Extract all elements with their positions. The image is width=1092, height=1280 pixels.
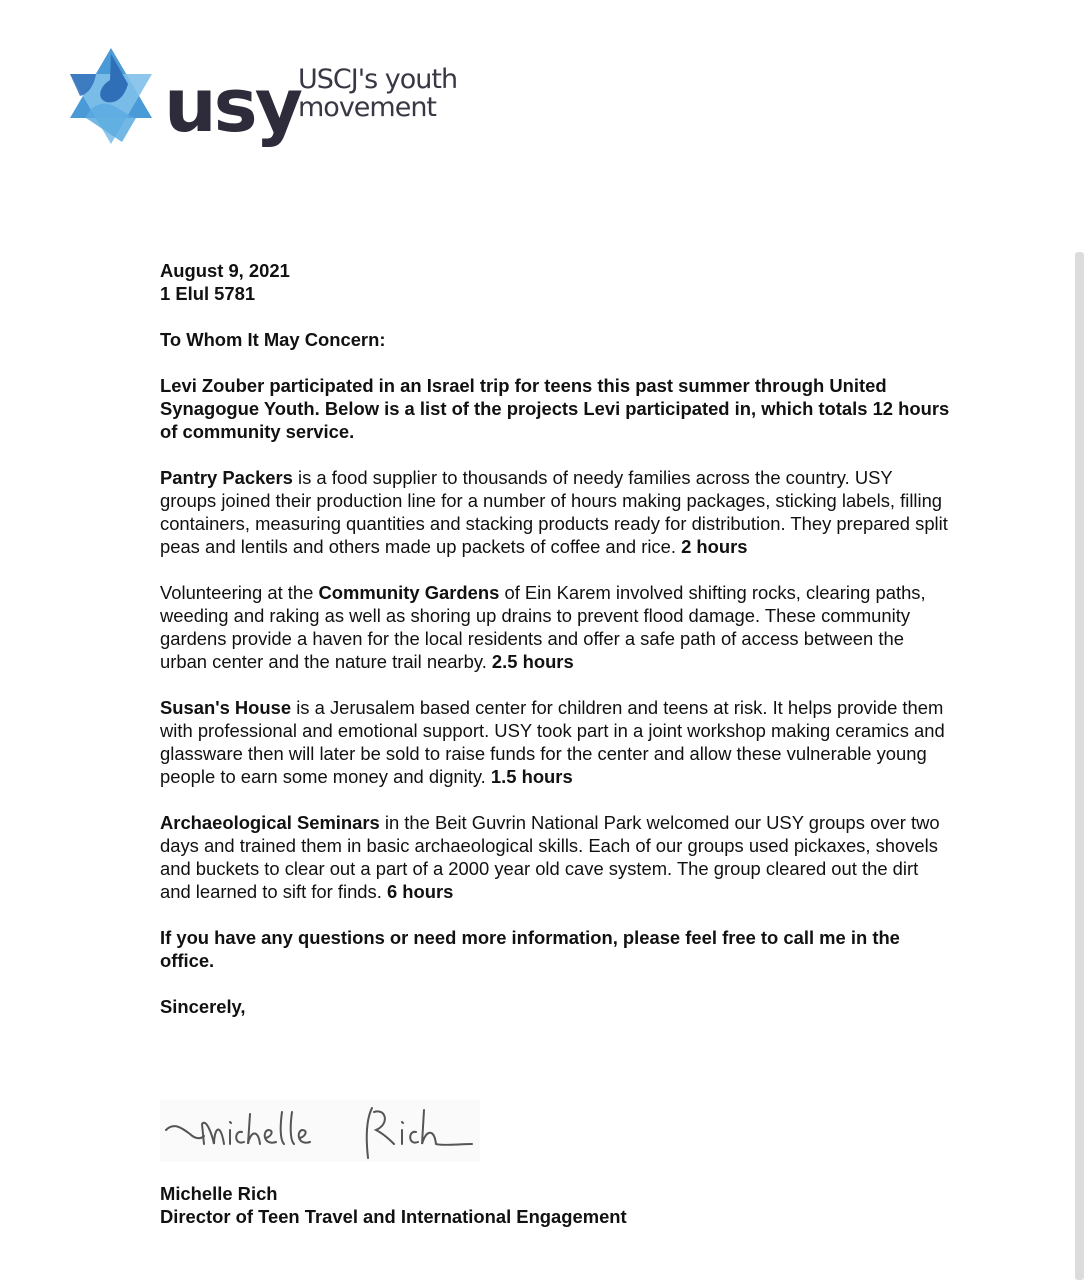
vertical-scrollbar[interactable] — [1075, 252, 1084, 1280]
signer-title: Director of Teen Travel and International Engagement — [160, 1206, 627, 1227]
signer-block — [160, 1182, 627, 1228]
project-paragraph — [160, 811, 950, 903]
logo-tagline-line2: movement — [298, 92, 437, 123]
project-name: Pantry Packers — [160, 467, 293, 488]
logo-tagline — [298, 66, 457, 122]
logo-wordmark: usy — [164, 63, 300, 149]
project-hours: 1.5 hours — [490, 766, 573, 787]
signer-name: Michelle Rich — [160, 1183, 278, 1204]
salutation: To Whom It May Concern: — [160, 329, 386, 350]
project-paragraph — [160, 581, 950, 673]
date-block — [160, 259, 950, 305]
star-of-david-icon — [66, 46, 156, 146]
project-name: Susan's House — [160, 697, 292, 718]
letter-date: August 9, 2021 — [160, 260, 290, 281]
project-name: Community Gardens — [318, 582, 500, 603]
logo-tagline-line1: USCJ's youth — [298, 64, 458, 95]
project-paragraph — [160, 696, 950, 788]
project-description: is a Jerusalem based center for children and teens at risk. It helps provide them with professional and emotional support. USY took part in a joint workshop making ceramics and glassware then will later be sold to raise funds for the center and allow these vulnerable young people to earn some money and dignity. — [160, 697, 945, 787]
project-description: is a food supplier to thousands of needy families across the country. USY groups joined their production line for a number of hours making packages, sticking labels, filling containers, measuring quantities and stacking products ready for distribution. They prepared split peas and lentils and others made up packets of coffee and rice. — [160, 467, 948, 557]
project-paragraph — [160, 466, 950, 558]
letter-body — [160, 259, 950, 1041]
project-name: Archaeological Seminars — [160, 812, 380, 833]
usy-logo — [66, 46, 466, 149]
project-hours: 2.5 hours — [491, 651, 574, 672]
intro-paragraph: Levi Zouber participated in an Israel trip for teens this past summer through United Synagogue Youth. Below is a list of the projects Levi participated in, which totals 12 hours of community service. — [160, 375, 950, 442]
sign-off: Sincerely, — [160, 996, 246, 1017]
project-description: of Ein Karem involved shifting rocks, clearing paths, weeding and raking as well as shoring up drains to prevent flood damage. These community gardens provide a haven for the local residents and offer a safe path of access between the urban center and the nature trail nearby. — [160, 582, 926, 672]
closing-note: If you have any questions or need more information, please feel free to call me in the office. — [160, 927, 900, 971]
handwritten-signature — [160, 1100, 480, 1162]
project-prefix: Volunteering at the — [160, 582, 319, 603]
hebrew-date: 1 Elul 5781 — [160, 283, 256, 304]
project-hours: 2 hours — [681, 536, 748, 557]
project-description: in the Beit Guvrin National Park welcomed our USY groups over two days and trained them in basic archaeological skills. Each of our groups used pickaxes, shovels and buckets to clear out a part of a 2000 year old cave system. The group cleared out the dirt and learned to sift for finds. — [160, 812, 940, 902]
project-hours: 6 hours — [386, 881, 454, 902]
